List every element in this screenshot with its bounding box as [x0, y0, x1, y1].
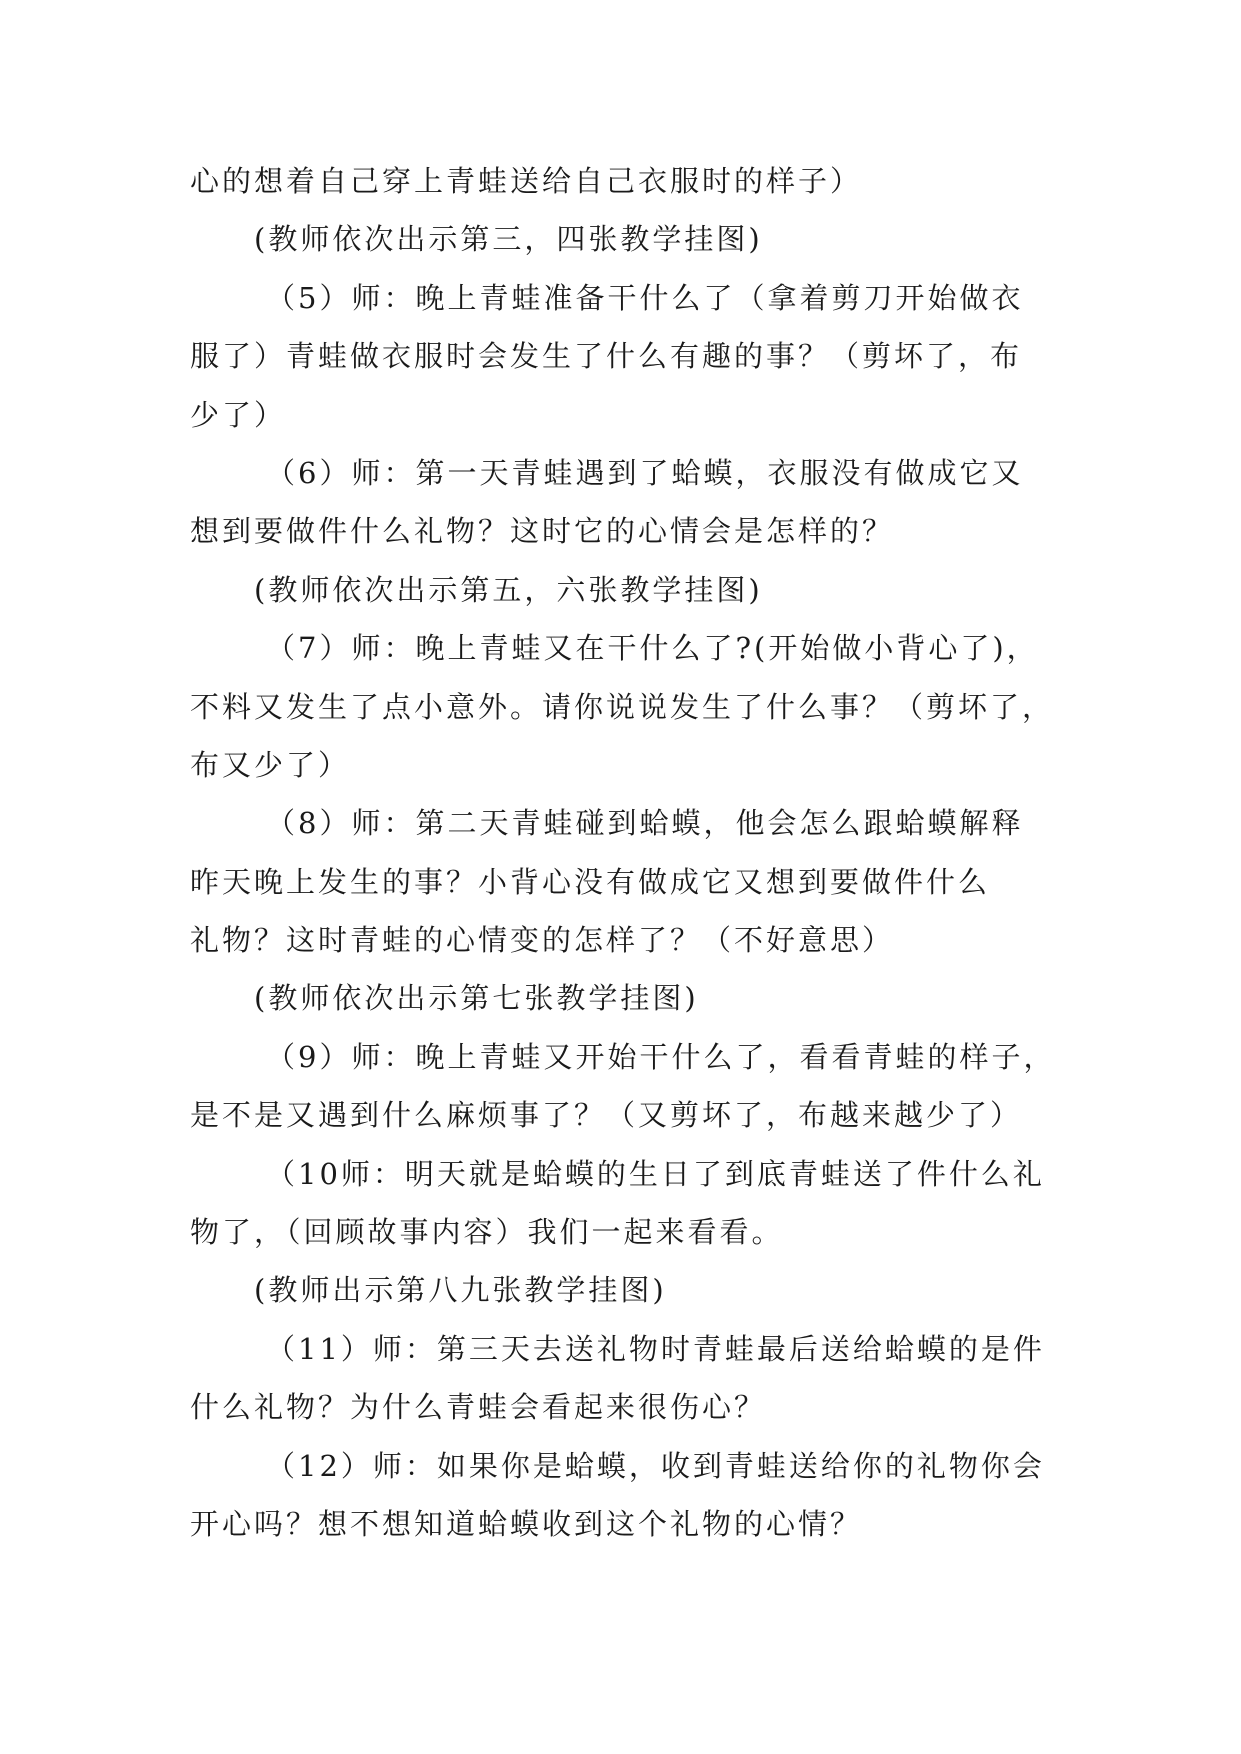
text-line: 是不是又遇到什么麻烦事了？（又剪坏了，布越来越少了） [190, 1098, 1023, 1133]
text-line: （7）师：晚上青蛙又在干什么了?(开始做小背心了)， [266, 631, 1039, 666]
text-line: 布又少了） [190, 747, 351, 782]
text-line: (教师依次出示第五，六张教学挂图) [254, 572, 763, 607]
text-line: （12）师：如果你是蛤蟆，收到青蛙送给你的礼物你会 [266, 1448, 1045, 1483]
text-line: 物了，（回顾故事内容）我们一起来看看。 [190, 1215, 784, 1250]
text-line: (教师依次出示第七张教学挂图) [254, 981, 699, 1016]
text-line: 心的想着自己穿上青蛙送给自己衣服时的样子） [190, 164, 863, 198]
text-line: （8）师：第二天青蛙碰到蛤蟆，他会怎么跟蛤蟆解释 [266, 806, 1024, 841]
text-line: 想到要做件什么礼物？这时它的心情会是怎样的？ [190, 514, 895, 549]
text-line: 少了） [190, 397, 287, 432]
text-line: 昨天晚上发生的事？小背心没有做成它又想到要做件什么 [190, 864, 991, 899]
text-line: 开心吗？想不想知道蛤蟆收到这个礼物的心情？ [190, 1506, 863, 1541]
text-line: （9）师：晚上青蛙又开始干什么了，看看青蛙的样子， [266, 1039, 1056, 1074]
text-line: 什么礼物？为什么青蛙会看起来很伤心？ [190, 1390, 767, 1425]
text-line: (教师依次出示第三，四张教学挂图) [254, 222, 763, 257]
text-line: (教师出示第八九张教学挂图) [254, 1273, 667, 1308]
text-line: （5）师：晚上青蛙准备干什么了（拿着剪刀开始做衣 [266, 280, 1024, 315]
document-page [190, 152, 1070, 1553]
text-line: 礼物？这时青蛙的心情变的怎样了？（不好意思） [190, 923, 895, 958]
text-line: 不料又发生了点小意外。请你说说发生了什么事？（剪坏了， [190, 689, 1055, 724]
text-line: （10师：明天就是蛤蟆的生日了到底青蛙送了件什么礼 [266, 1156, 1045, 1191]
text-line: （11）师：第三天去送礼物时青蛙最后送给蛤蟆的是件 [266, 1331, 1045, 1366]
text-line: （6）师：第一天青蛙遇到了蛤蟆，衣服没有做成它又 [266, 455, 1024, 490]
text-line: 服了）青蛙做衣服时会发生了什么有趣的事？（剪坏了，布 [190, 339, 1023, 374]
